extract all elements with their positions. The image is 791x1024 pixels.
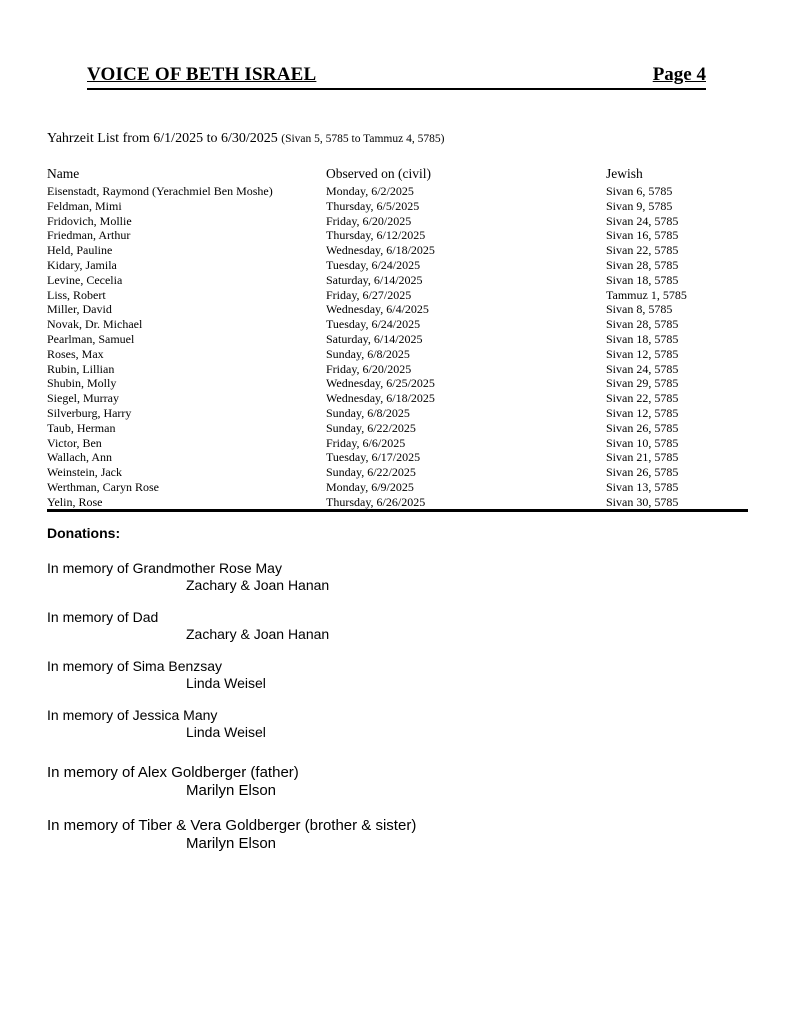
- cell-observed-date: Tuesday, 6/24/2025: [326, 317, 421, 332]
- donation-donor: Linda Weisel: [186, 675, 266, 691]
- newsletter-header: [87, 64, 706, 90]
- donation-donor: Zachary & Joan Hanan: [186, 577, 330, 593]
- table-row: [47, 421, 748, 436]
- cell-name: Yelin, Rose: [47, 494, 103, 509]
- table-row: [47, 376, 748, 391]
- donation-entry: [47, 560, 329, 594]
- cell-observed-date: Friday, 6/27/2025: [326, 287, 412, 302]
- cell-observed-date: Friday, 6/20/2025: [326, 361, 412, 376]
- cell-name: Roses, Max: [47, 346, 104, 361]
- cell-observed-date: Thursday, 6/26/2025: [326, 494, 426, 509]
- cell-observed-date: Wednesday, 6/18/2025: [326, 243, 435, 258]
- cell-observed-date: Friday, 6/6/2025: [326, 435, 406, 450]
- table-header: [47, 165, 748, 184]
- cell-observed-date: Tuesday, 6/24/2025: [326, 257, 421, 272]
- cell-name: Eisenstadt, Raymond (Yerachmiel Ben Moshe): [47, 184, 273, 198]
- cell-observed-date: Monday, 6/9/2025: [326, 479, 414, 494]
- donation-memory: In memory of Grandmother Rose May: [47, 560, 282, 576]
- cell-name: Weinstein, Jack: [47, 465, 123, 480]
- cell-observed-date: Saturday, 6/14/2025: [326, 331, 423, 346]
- table-row: [47, 243, 748, 258]
- cell-name: Taub, Herman: [47, 420, 116, 435]
- cell-jewish-date: Sivan 28, 5785: [606, 317, 679, 332]
- donation-entry: [47, 707, 266, 741]
- table-row: [47, 347, 748, 362]
- donation-entry: [47, 764, 299, 800]
- cell-jewish-date: Sivan 26, 5785: [606, 465, 679, 480]
- donation-donor: Marilyn Elson: [186, 835, 277, 852]
- table-row: [47, 228, 748, 243]
- cell-observed-date: Thursday, 6/12/2025: [326, 228, 426, 243]
- yahrzeit-list-title: [47, 131, 444, 147]
- cell-name: Wallach, Ann: [47, 450, 113, 465]
- cell-jewish-date: Sivan 24, 5785: [606, 213, 679, 228]
- table-row: [47, 317, 748, 332]
- cell-jewish-date: Tammuz 1, 5785: [606, 287, 687, 302]
- table-row: [47, 184, 748, 199]
- donation-memory: In memory of Dad: [47, 609, 159, 625]
- cell-jewish-date: Sivan 21, 5785: [606, 450, 679, 465]
- cell-observed-date: Sunday, 6/22/2025: [326, 420, 416, 435]
- table-row: [47, 258, 748, 273]
- donation-entry: [47, 817, 416, 853]
- donation-memory: In memory of Sima Benzsay: [47, 658, 223, 674]
- table-row: [47, 465, 748, 480]
- cell-jewish-date: Sivan 9, 5785: [606, 198, 673, 213]
- cell-name: Werthman, Caryn Rose: [47, 479, 160, 494]
- cell-jewish-date: Sivan 22, 5785: [606, 391, 679, 406]
- cell-jewish-date: Sivan 24, 5785: [606, 361, 679, 376]
- cell-observed-date: Sunday, 6/8/2025: [326, 346, 410, 361]
- cell-observed-date: Tuesday, 6/17/2025: [326, 450, 421, 465]
- cell-jewish-date: Sivan 18, 5785: [606, 331, 679, 346]
- cell-name: Friedman, Arthur: [47, 228, 131, 243]
- cell-name: Silverburg, Harry: [47, 405, 132, 420]
- cell-jewish-date: Sivan 29, 5785: [606, 376, 679, 391]
- table-row: [47, 436, 748, 451]
- donation-memory: In memory of Alex Goldberger (father): [47, 764, 299, 781]
- cell-jewish-date: Sivan 18, 5785: [606, 272, 679, 287]
- cell-observed-date: Friday, 6/20/2025: [326, 213, 412, 228]
- donation-donor: Linda Weisel: [186, 724, 266, 740]
- cell-observed-date: Thursday, 6/5/2025: [326, 198, 420, 213]
- cell-name: Siegel, Murray: [47, 391, 119, 406]
- table-row: [47, 391, 748, 406]
- cell-observed-date: Wednesday, 6/18/2025: [326, 391, 435, 406]
- column-header-observed: Observed on (civil): [326, 166, 431, 181]
- donation-donor: Marilyn Elson: [186, 782, 277, 799]
- cell-name: Kidary, Jamila: [47, 257, 117, 272]
- table-row: [47, 406, 748, 421]
- table-row: [47, 495, 748, 510]
- cell-name: Rubin, Lillian: [47, 361, 115, 376]
- cell-name: Feldman, Mimi: [47, 198, 122, 213]
- cell-observed-date: Wednesday, 6/4/2025: [326, 302, 429, 317]
- cell-name: Novak, Dr. Michael: [47, 317, 143, 332]
- table-row: [47, 332, 748, 347]
- page-number: Page 4: [652, 64, 706, 85]
- table-row: [47, 302, 748, 317]
- cell-observed-date: Sunday, 6/8/2025: [326, 405, 410, 420]
- cell-jewish-date: Sivan 10, 5785: [606, 435, 679, 450]
- cell-jewish-date: Sivan 28, 5785: [606, 257, 679, 272]
- cell-observed-date: Sunday, 6/22/2025: [326, 465, 416, 480]
- table-row: [47, 480, 748, 495]
- cell-jewish-date: Sivan 6, 5785: [606, 184, 673, 198]
- cell-name: Victor, Ben: [47, 435, 102, 450]
- cell-observed-date: Saturday, 6/14/2025: [326, 272, 423, 287]
- cell-jewish-date: Sivan 22, 5785: [606, 243, 679, 258]
- table-row: [47, 450, 748, 465]
- yahrzeit-hebrew-range: (Sivan 5, 5785 to Tammuz 4, 5785): [281, 133, 445, 145]
- cell-name: Shubin, Molly: [47, 376, 117, 391]
- cell-jewish-date: Sivan 12, 5785: [606, 405, 679, 420]
- cell-jewish-date: Sivan 16, 5785: [606, 228, 679, 243]
- table-row: [47, 199, 748, 214]
- cell-observed-date: Wednesday, 6/25/2025: [326, 376, 435, 391]
- cell-observed-date: Monday, 6/2/2025: [326, 184, 414, 198]
- table-row: [47, 214, 748, 229]
- cell-name: Fridovich, Mollie: [47, 213, 132, 228]
- donation-memory: In memory of Tiber & Vera Goldberger (brother & sister): [47, 817, 417, 834]
- cell-jewish-date: Sivan 13, 5785: [606, 479, 679, 494]
- cell-jewish-date: Sivan 26, 5785: [606, 420, 679, 435]
- donation-memory: In memory of Jessica Many: [47, 707, 218, 723]
- cell-name: Liss, Robert: [47, 287, 106, 302]
- cell-jewish-date: Sivan 8, 5785: [606, 302, 673, 317]
- donation-donor: Zachary & Joan Hanan: [186, 626, 330, 642]
- table-bottom-rule: [47, 509, 748, 512]
- cell-name: Miller, David: [47, 302, 112, 317]
- donation-entry: [47, 658, 266, 692]
- table-row: [47, 288, 748, 303]
- donation-entry: [47, 609, 329, 643]
- cell-jewish-date: Sivan 12, 5785: [606, 346, 679, 361]
- table-row: [47, 273, 748, 288]
- yahrzeit-date-range: Yahrzeit List from 6/1/2025 to 6/30/2025: [47, 131, 278, 146]
- cell-name: Held, Pauline: [47, 243, 113, 258]
- column-header-name: Name: [47, 166, 80, 181]
- donations-heading: Donations:: [47, 525, 121, 541]
- cell-name: Levine, Cecelia: [47, 272, 123, 287]
- cell-jewish-date: Sivan 30, 5785: [606, 494, 679, 509]
- column-header-jewish: Jewish: [606, 166, 643, 181]
- cell-name: Pearlman, Samuel: [47, 331, 135, 346]
- yahrzeit-table: [47, 165, 748, 510]
- table-row: [47, 362, 748, 377]
- newsletter-title: VOICE OF BETH ISRAEL: [87, 64, 317, 85]
